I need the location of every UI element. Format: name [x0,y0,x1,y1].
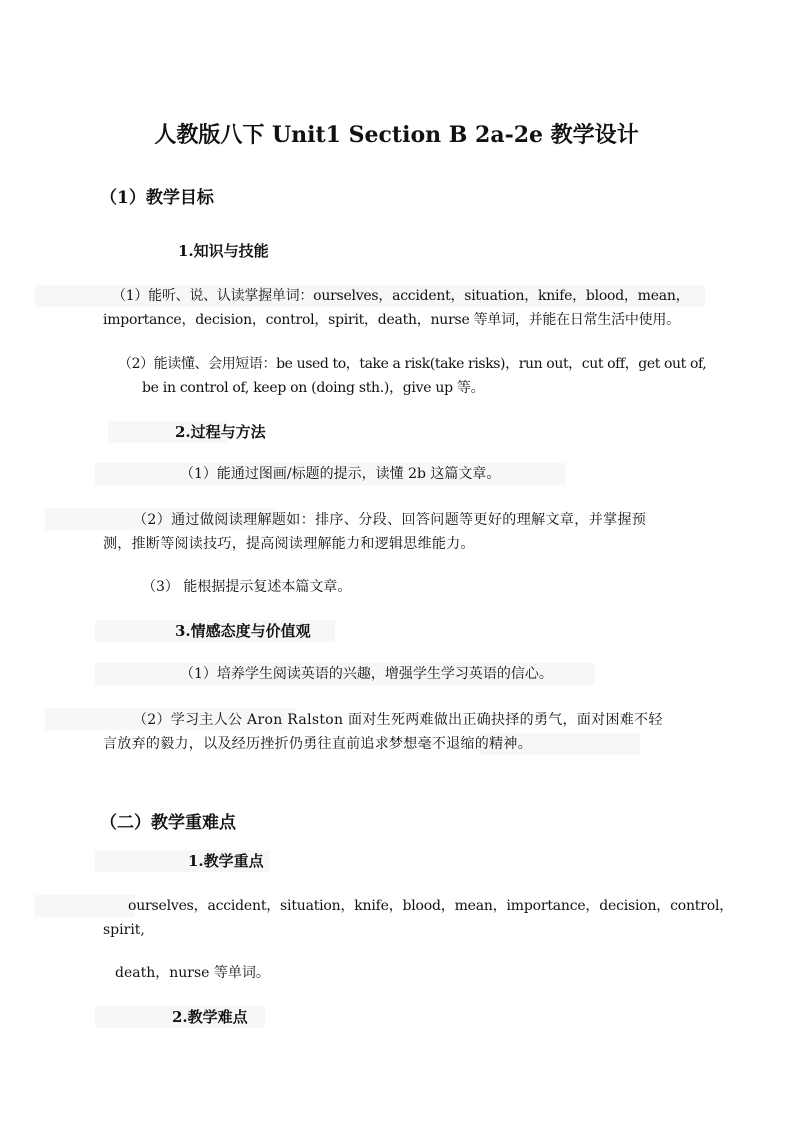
paragraph-line: death，nurse 等单词。 [115,965,270,981]
shade-band [35,895,135,917]
paragraph-line: spirit, [103,922,145,938]
paragraph-line: （2）学习主人公 Aron Ralston 面对生死两难做出正确抉择的勇气，面对困难不轻 [133,712,663,728]
paragraph-line: （2）通过做阅读理解题如：排序、分段、回答问题等更好的理解文章，并掌握预 [133,512,647,528]
paragraph-line: （3） 能根据提示复述本篇文章。 [142,579,352,595]
paragraph-line: （2）能读懂、会用短语：be used to，take a risk(take risks)，run out，cut off，get out of, [118,356,707,372]
subheading-attitudes-values: 3.情感态度与价值观 [175,622,311,640]
subheading-process-methods: 2.过程与方法 [175,423,266,441]
document-title: 人教版八下 Unit1 Section B 2a-2e 教学设计 [154,122,639,148]
subheading-knowledge-skills: 1.知识与技能 [178,242,269,260]
paragraph-line: 测，推断等阅读技巧，提高阅读理解能力和逻辑思维能力。 [103,536,475,552]
paragraph-line: importance，decision，control，spirit，death，nurse 等单词，并能在日常生活中使用。 [103,312,680,328]
paragraph-line: （1）能通过图画/标题的提示，读懂 2b 这篇文章。 [180,466,501,482]
paragraph-line: ourselves，accident，situation，knife，blood，mean，importance，decision，control， [128,898,734,914]
subheading-teaching-focus: 1.教学重点 [188,852,264,870]
paragraph-line: （1）能听、说、认读掌握单词：ourselves，accident，situation，knife，blood，mean， [112,288,690,304]
section-heading-key-points: （二）教学重难点 [100,813,236,833]
paragraph-line: be in control of, keep on (doing sth.)，give up 等。 [142,380,485,396]
subheading-teaching-difficulty: 2.教学难点 [172,1008,248,1026]
paragraph-line: 言放弃的毅力，以及经历挫折仍勇往直前追求梦想毫不退缩的精神。 [103,736,532,752]
paragraph-line: （1）培养学生阅读英语的兴趣，增强学生学习英语的信心。 [180,666,553,682]
section-heading-objectives: （1）教学目标 [100,188,214,208]
